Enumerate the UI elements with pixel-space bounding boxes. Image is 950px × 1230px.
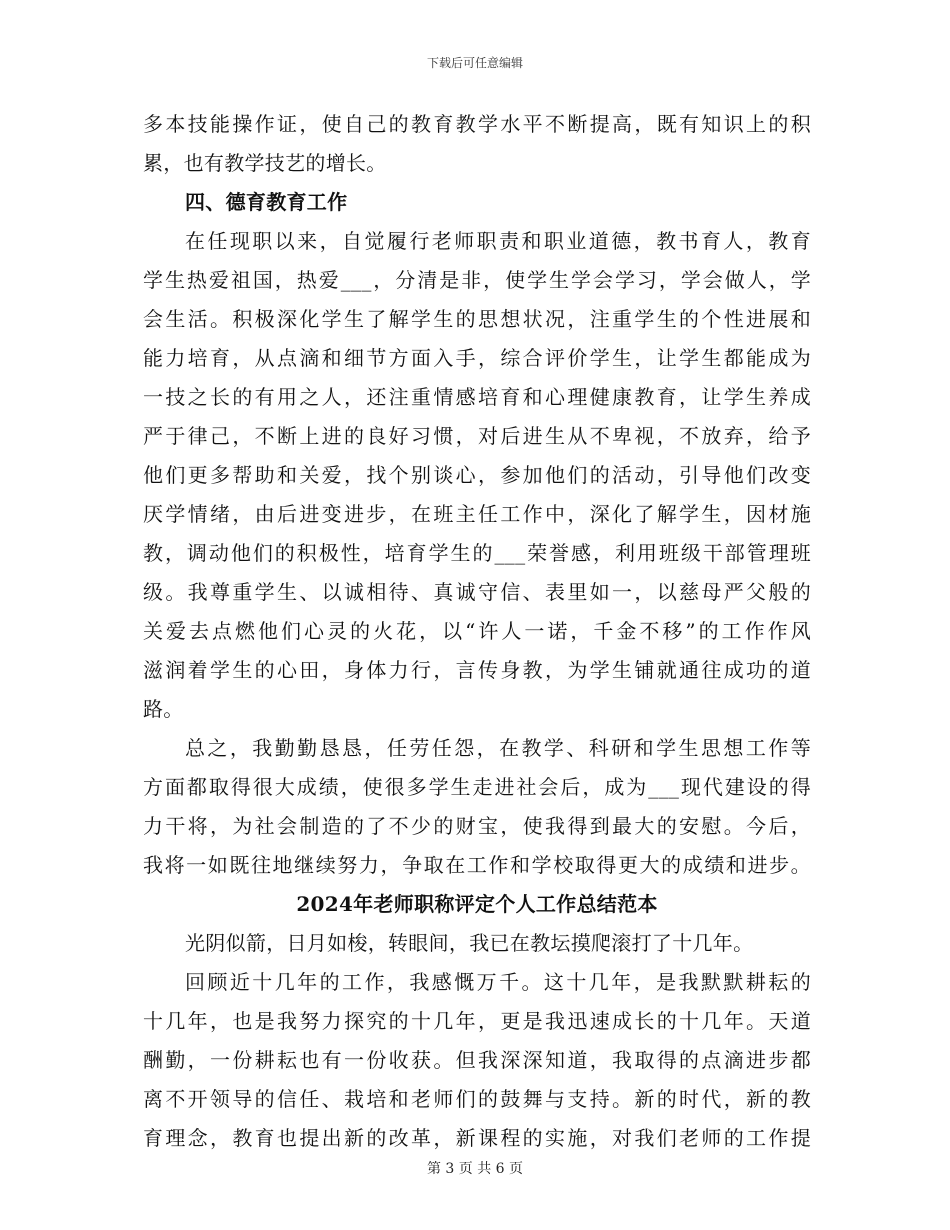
body-text <box>143 105 811 1158</box>
text-line: 总之，我勤勤恳恳，任劳任怨，在教学、科研和学生思想工作等 <box>185 736 811 760</box>
text-line: 多本技能操作证，使自己的教育教学水平不断提高，既有知识上的积 <box>143 112 811 136</box>
text-line: 学生热爱祖国，热爱___，分清是非，使学生学会学习，学会做人，学 <box>143 268 811 292</box>
text-line: 方面都取得很大成绩，使很多学生走进社会后，成为___现代建设的得 <box>143 775 811 799</box>
text-line: 回顾近十几年的工作，我感慨万千。这十几年，是我默默耕耘的 <box>185 970 811 994</box>
text-line: 育理念，教育也提出新的改革，新课程的实施，对我们老师的工作提 <box>143 1126 811 1150</box>
text-line: 一技之长的有用之人，还注重情感培育和心理健康教育，让学生养成 <box>143 385 811 409</box>
text-line: 离不开领导的信任、栽培和老师们的鼓舞与支持。新的时代，新的教 <box>143 1087 811 1111</box>
text-line: 级。我尊重学生、以诚相待、真诚守信、表里如一，以慈母严父般的 <box>143 580 811 604</box>
text-line: 严于律己，不断上进的良好习惯，对后进生从不卑视，不放弃，给予 <box>143 424 811 448</box>
document-title: 2024年老师职称评定个人工作总结范本 <box>296 892 658 916</box>
section-heading: 四、德育教育工作 <box>185 190 348 214</box>
text-line: 十几年，也是我努力探究的十几年，更是我迅速成长的十几年。天道 <box>143 1009 811 1033</box>
text-line: 在任现职以来，自觉履行老师职责和职业道德，教书育人，教育 <box>185 229 811 253</box>
text-line: 力干将，为社会制造的了不少的财宝，使我得到最大的安慰。今后， <box>143 814 811 838</box>
text-line: 我将一如既往地继续努力，争取在工作和学校取得更大的成绩和进步。 <box>143 853 811 877</box>
text-line: 关爱去点燃他们心灵的火花，以“许人一诺，千金不移”的工作作风 <box>143 619 811 643</box>
text-line: 他们更多帮助和关爱，找个别谈心，参加他们的活动，引导他们改变 <box>143 463 811 487</box>
text-line: 酬勤，一份耕耘也有一份收获。但我深深知道，我取得的点滴进步都 <box>143 1048 811 1072</box>
text-line: 厌学情绪，由后进变进步，在班主任工作中，深化了解学生，因材施 <box>143 502 811 526</box>
text-line: 教，调动他们的积极性，培育学生的___荣誉感，利用班级干部管理班 <box>143 541 811 565</box>
text-line: 会生活。积极深化学生了解学生的思想状况，注重学生的个性进展和 <box>143 307 811 331</box>
page-footer: 第 3 页 共 6 页 <box>426 1161 524 1177</box>
text-line: 光阴似箭，日月如梭，转眼间，我已在教坛摸爬滚打了十几年。 <box>185 931 754 955</box>
text-line: 路。 <box>143 697 184 721</box>
page-header: 下载后可任意编辑 <box>426 56 523 70</box>
text-line: 能力培育，从点滴和细节方面入手，综合评价学生，让学生都能成为 <box>143 346 811 370</box>
text-line: 累，也有教学技艺的增长。 <box>143 151 387 175</box>
text-line: 滋润着学生的心田，身体力行，言传身教，为学生铺就通往成功的道 <box>143 658 811 682</box>
